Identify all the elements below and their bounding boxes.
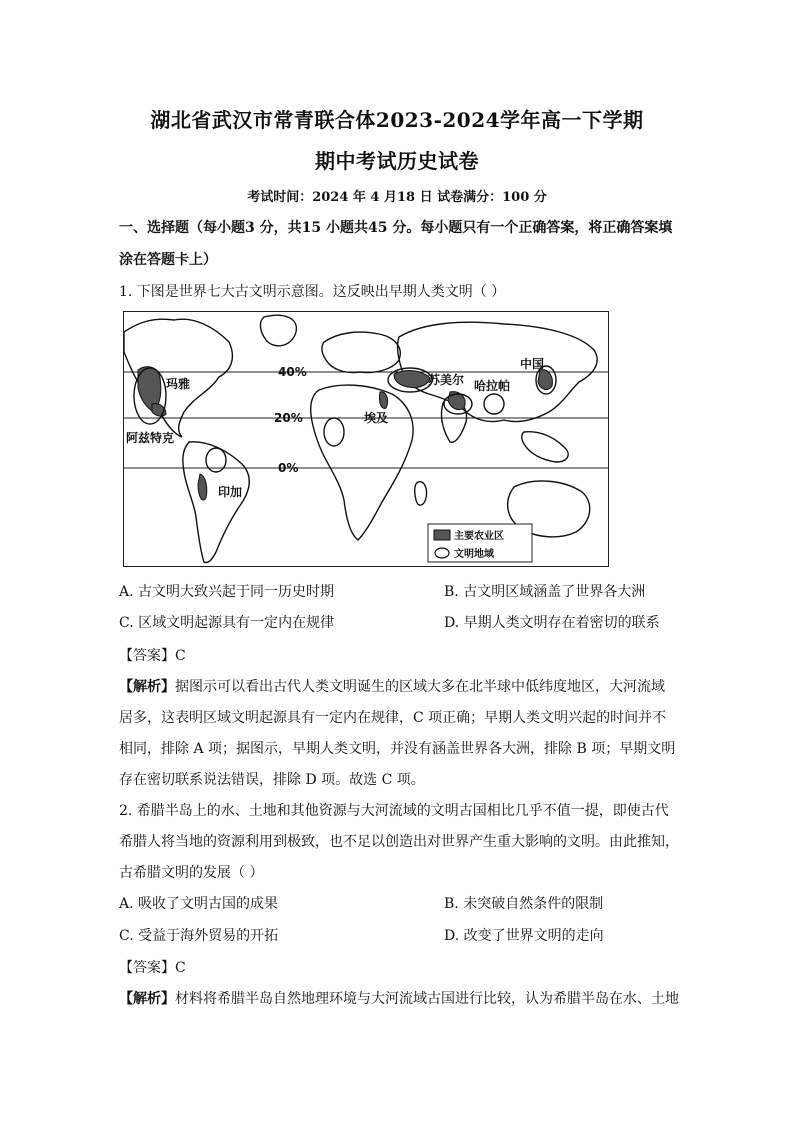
q1-option-d: D. 早期人类文明存在着密切的联系 [444, 615, 660, 631]
legend-agri-swatch [434, 530, 450, 540]
label-harappa: 哈拉帕 [474, 379, 511, 393]
q1-option-a: A. 古文明大致兴起于同一历史时期 [119, 584, 335, 600]
madagascar-outline [415, 482, 427, 505]
world-civilizations-map [123, 311, 609, 567]
region-india-oval [484, 394, 504, 414]
q1-analysis-line3: 相同，排除 A 项；据图示，早期人类文明，并没有涵盖世界各大洲，排除 B 项；早期文明 [119, 741, 676, 757]
q2-stem-line1: 2. 希腊半岛上的水、土地和其他资源与大河流域的文明古国相比几乎不值一提，即使古代 [119, 803, 669, 819]
q2-option-b: B. 未突破自然条件的限制 [444, 896, 604, 912]
label-inca: 印加 [218, 485, 243, 499]
q2-option-c: C. 受益于海外贸易的开拓 [119, 928, 279, 944]
southeast-asia-outline [522, 432, 568, 462]
q2-analysis-label: 【解析】 [119, 991, 175, 1007]
agri-area-china [538, 370, 552, 390]
label-sumer: 苏美尔 [428, 373, 465, 387]
q1-option-b: B. 古文明区域涵盖了世界各大洲 [444, 584, 646, 600]
africa-outline [311, 385, 413, 540]
agri-area-egypt [379, 392, 387, 409]
q1-analysis-text1: 据图示可以看出古代人类文明诞生的区域大多在北半球中低纬度地区，大河流域 [175, 679, 665, 695]
map-svg [124, 312, 608, 566]
q1-analysis-label: 【解析】 [119, 679, 175, 695]
q1-answer: 【答案】C [119, 648, 186, 664]
q1-option-c: C. 区域文明起源具有一定内在规律 [119, 615, 335, 631]
region-africa-oval [324, 418, 344, 446]
europe-outline [322, 332, 400, 372]
q2-analysis-text1: 材料将希腊半岛自然地理环境与大河流域古国进行比较，认为希腊半岛在水、土地 [175, 991, 679, 1007]
label-egypt: 埃及 [364, 411, 389, 425]
agri-area-inca [198, 474, 207, 500]
section-header-line1: 一、选择题（每小题3 分，共15 小题共45 分。每小题只有一个正确答案，将正确答案填 [119, 220, 673, 236]
south-america-outline [183, 442, 249, 563]
q1-analysis-line2: 居多，这表明区域文明起源具有一定内在规律，C 项正确；早期人类文明兴起的时间并不 [119, 710, 667, 726]
lat-label-20: 20% [274, 411, 303, 425]
section-header-line2: 涂在答题卡上） [119, 252, 217, 268]
label-china: 中国 [520, 357, 545, 371]
label-maya: 玛雅 [166, 377, 191, 391]
q1-analysis-line1 [119, 676, 699, 696]
legend-agri-label: 主要农业区 [454, 531, 504, 542]
q2-answer: 【答案】C [119, 960, 186, 976]
q2-analysis-line1 [119, 988, 699, 1008]
exam-title-line1: 湖北省武汉市常青联合体2023-2024学年高一下学期 [150, 108, 644, 132]
agri-area-sumer [394, 371, 430, 388]
greenland-outline [260, 315, 296, 346]
q2-option-d: D. 改变了世界文明的走向 [444, 928, 604, 944]
legend-region-label: 文明地域 [454, 549, 494, 560]
label-aztec: 阿兹特克 [126, 431, 175, 445]
q1-stem: 1. 下图是世界七大古文明示意图。这反映出早期人类文明（ ） [119, 284, 506, 300]
lat-label-0: 0% [278, 461, 299, 475]
lat-label-40: 40% [278, 365, 307, 379]
exam-title-line2: 期中考试历史试卷 [315, 149, 479, 173]
q2-option-a: A. 吸收了文明古国的成果 [119, 896, 279, 912]
q1-analysis-line4: 存在密切联系说法错误，排除 D 项。故选 C 项。 [119, 772, 425, 788]
q2-stem-line3: 古希腊文明的发展（ ） [119, 865, 264, 881]
q2-stem-line2: 希腊人将当地的资源利用到极致，也不足以创造出对世界产生重大影响的文明。由此推知， [119, 834, 679, 850]
exam-meta: 考试时间：2024 年 4 月18 日 试卷满分：100 分 [247, 190, 547, 205]
